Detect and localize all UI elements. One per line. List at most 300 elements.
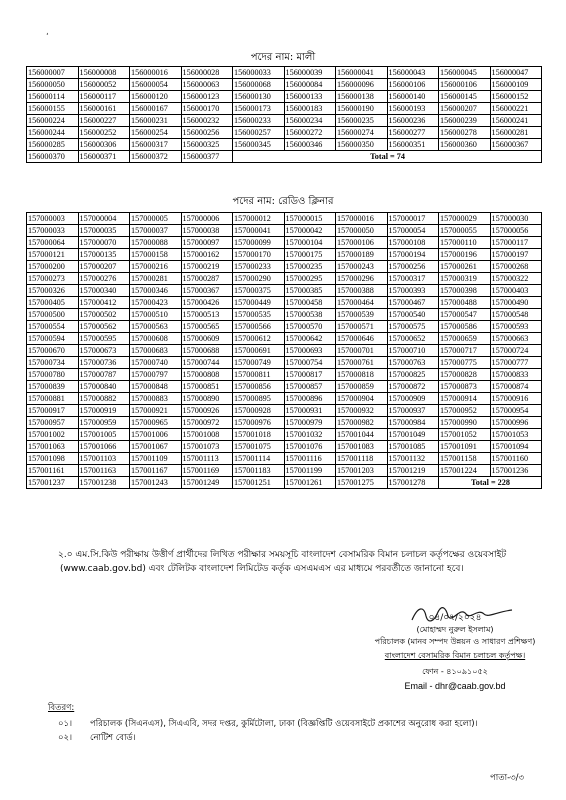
roll-number-cell: 156000133 <box>284 91 336 103</box>
roll-number-cell: 157001066 <box>78 441 130 453</box>
roll-number-cell: 157000740 <box>130 357 182 369</box>
roll-number-cell: 156000254 <box>130 127 182 139</box>
roll-number-cell: 157000385 <box>284 285 336 297</box>
roll-number-cell: 157001249 <box>181 477 233 489</box>
roll-number-cell: 156000047 <box>490 67 542 79</box>
roll-number-cell: 157000566 <box>233 321 285 333</box>
roll-number-cell: 157001032 <box>284 429 336 441</box>
roll-number-cell: 157000717 <box>439 345 491 357</box>
signatory-designation: পরিচালক (মানব সম্পদ উন্নয়ন ও সাধারণ প্রশিক্ষণ) <box>374 637 536 646</box>
table-row <box>27 249 542 261</box>
roll-number-cell: 157000659 <box>439 333 491 345</box>
roll-number-cell: 157000919 <box>78 405 130 417</box>
roll-number-cell: 157000979 <box>284 417 336 429</box>
roll-number-cell: 157000710 <box>387 345 439 357</box>
roll-number-cell: 156000152 <box>490 91 542 103</box>
roll-number-cell: 157001103 <box>78 453 130 465</box>
roll-number-cell: 157000268 <box>490 261 542 273</box>
roll-number-cell: 157000016 <box>336 213 388 225</box>
roll-number-cell: 157000873 <box>439 381 491 393</box>
roll-number-cell: 157001275 <box>336 477 388 489</box>
roll-number-cell: 157000724 <box>490 345 542 357</box>
roll-number-cell: 157000510 <box>130 309 182 321</box>
roll-number-cell: 157000393 <box>387 285 439 297</box>
roll-number-cell: 156000114 <box>27 91 79 103</box>
roll-number-cell: 157000670 <box>27 345 79 357</box>
roll-number-cell: 156000096 <box>336 79 388 91</box>
roll-number-cell: 156000028 <box>181 67 233 79</box>
roll-number-cell: 157000319 <box>439 273 491 285</box>
roll-number-cell: 157001243 <box>130 477 182 489</box>
roll-number-cell: 156000193 <box>387 103 439 115</box>
roll-number-cell: 156000256 <box>181 127 233 139</box>
roll-number-cell: 156000068 <box>233 79 285 91</box>
roll-number-cell: 157000982 <box>336 417 388 429</box>
roll-number-cell: 157000840 <box>78 381 130 393</box>
roll-number-cell: 157000562 <box>78 321 130 333</box>
roll-number-cell: 157000535 <box>233 309 285 321</box>
roll-number-cell: 156000367 <box>490 139 542 151</box>
roll-number-cell: 157001167 <box>130 465 182 477</box>
roll-number-cell: 156000372 <box>130 151 182 163</box>
roll-number-cell: 157000322 <box>490 273 542 285</box>
roll-number-cell: 157000691 <box>233 345 285 357</box>
roll-number-cell: 157000957 <box>27 417 79 429</box>
table-row <box>27 345 542 357</box>
roll-number-cell: 157001098 <box>27 453 79 465</box>
table-row <box>27 213 542 225</box>
roll-number-cell: 157000609 <box>181 333 233 345</box>
roll-number-cell: 157000688 <box>181 345 233 357</box>
roll-number-cell: 157000038 <box>181 225 233 237</box>
table-row <box>27 309 542 321</box>
roll-number-cell: 156000170 <box>181 103 233 115</box>
roll-number-cell: 157000734 <box>27 357 79 369</box>
roll-number-cell: 157000276 <box>78 273 130 285</box>
roll-number-cell: 157000828 <box>439 369 491 381</box>
roll-number-cell: 157000088 <box>130 237 182 249</box>
roll-number-cell: 157000367 <box>181 285 233 297</box>
table-row <box>27 357 542 369</box>
roll-number-cell: 157001114 <box>233 453 285 465</box>
roll-number-cell: 157001076 <box>284 441 336 453</box>
roll-number-cell: 156000109 <box>490 79 542 91</box>
table-row <box>27 465 542 477</box>
roll-number-cell: 157000895 <box>233 393 285 405</box>
roll-number-cell: 157001049 <box>387 429 439 441</box>
roll-number-cell: 156000350 <box>336 139 388 151</box>
roll-number-cell: 156000190 <box>336 103 388 115</box>
roll-number-cell: 156000231 <box>130 115 182 127</box>
roll-number-cell: 157000423 <box>130 297 182 309</box>
roll-number-cell: 156000244 <box>27 127 79 139</box>
roll-number-cell: 157000972 <box>181 417 233 429</box>
table-row <box>27 261 542 273</box>
roll-number-cell: 157000464 <box>336 297 388 309</box>
roll-number-cell: 157000996 <box>490 417 542 429</box>
roll-number-cell: 157000952 <box>439 405 491 417</box>
section1-title: পদের নাম: মালী <box>250 52 316 63</box>
roll-number-cell: 157000646 <box>336 333 388 345</box>
roll-number-cell: 157000921 <box>130 405 182 417</box>
roll-number-cell: 157000035 <box>78 225 130 237</box>
roll-number-cell: 157000825 <box>387 369 439 381</box>
roll-number-cell: 157000200 <box>27 261 79 273</box>
roll-number-cell: 157001063 <box>27 441 79 453</box>
roll-number-cell: 157000859 <box>336 381 388 393</box>
roll-number-cell: 157000175 <box>284 249 336 261</box>
roll-number-cell: 156000224 <box>27 115 79 127</box>
roll-number-cell: 156000043 <box>387 67 439 79</box>
note-line-2: (www.caab.gov.bd) এবং টেলিটক বাংলাদেশ লিমিটেড কর্তৃক এসএমএস এর মাধ্যমে পরবর্তীতে জানানো হবে। <box>60 564 464 574</box>
roll-number-cell: 157000256 <box>387 261 439 273</box>
roll-number-cell: 157000663 <box>490 333 542 345</box>
roll-number-cell: 157000340 <box>78 285 130 297</box>
table-row <box>27 225 542 237</box>
roll-number-cell: 156000236 <box>387 115 439 127</box>
roll-number-cell: 157000595 <box>78 333 130 345</box>
roll-number-cell: 157000467 <box>387 297 439 309</box>
roll-number-cell: 157000403 <box>490 285 542 297</box>
section2-title: পদের নাম: রেডিও ক্লিনার <box>232 196 334 207</box>
roll-number-cell: 157000673 <box>78 345 130 357</box>
roll-number-cell: 156000016 <box>130 67 182 79</box>
roll-number-cell: 157001278 <box>387 477 439 489</box>
roll-number-cell: 156000239 <box>439 115 491 127</box>
roll-number-cell: 157000070 <box>78 237 130 249</box>
roll-number-cell: 157001237 <box>27 477 79 489</box>
table-row <box>27 381 542 393</box>
roll-number-cell: 157001052 <box>439 429 491 441</box>
roll-number-cell: 156000241 <box>490 115 542 127</box>
roll-number-cell: 156000233 <box>233 115 285 127</box>
roll-number-cell: 157000050 <box>336 225 388 237</box>
roll-number-cell: 157001116 <box>284 453 336 465</box>
roll-number-cell: 156000045 <box>439 67 491 79</box>
table-row <box>27 285 542 297</box>
table-row <box>27 127 542 139</box>
roll-number-cell: 157000928 <box>233 405 285 417</box>
roll-number-cell: 157000412 <box>78 297 130 309</box>
distribution-item-text: নোটিশ বোর্ড। <box>90 733 136 743</box>
roll-number-cell: 157000965 <box>130 417 182 429</box>
roll-number-cell: 157001067 <box>130 441 182 453</box>
exam-note <box>58 548 538 576</box>
roll-number-cell: 157000693 <box>284 345 336 357</box>
signature-date: ০৪/০৭/২০২৪ <box>428 613 482 623</box>
roll-number-cell: 157000754 <box>284 357 336 369</box>
roll-number-cell: 157000033 <box>27 225 79 237</box>
roll-number-cell: 156000161 <box>78 103 130 115</box>
roll-number-cell: 157000990 <box>439 417 491 429</box>
table-row <box>27 333 542 345</box>
roll-number-cell: 156000033 <box>233 67 285 79</box>
roll-number-cell: 156000351 <box>387 139 439 151</box>
roll-number-cell: 157000984 <box>387 417 439 429</box>
table-row <box>27 91 542 103</box>
roll-number-cell: 157001006 <box>130 429 182 441</box>
roll-number-cell: 157000015 <box>284 213 336 225</box>
roll-number-cell: 156000120 <box>130 91 182 103</box>
page-number: পাতা-৩/৩ <box>490 773 525 783</box>
roll-number-cell: 157000744 <box>181 357 233 369</box>
roll-number-cell: 156000221 <box>490 103 542 115</box>
roll-number-cell: 157001053 <box>490 429 542 441</box>
distribution-heading: বিতরণ: <box>48 703 75 713</box>
roll-number-cell: 156000084 <box>284 79 336 91</box>
roll-number-cell: 157000565 <box>181 321 233 333</box>
roll-number-cell: 157000701 <box>336 345 388 357</box>
roll-number-cell: 157000833 <box>490 369 542 381</box>
roll-number-cell: 156000106 <box>439 79 491 91</box>
table-row <box>27 139 542 151</box>
roll-number-cell: 157001083 <box>336 441 388 453</box>
table-row <box>27 429 542 441</box>
table-row <box>27 115 542 127</box>
roll-number-cell: 157000170 <box>233 249 285 261</box>
roll-number-cell: 157000851 <box>181 381 233 393</box>
roll-number-cell: 157000104 <box>284 237 336 249</box>
roll-number-cell: 157000500 <box>27 309 79 321</box>
roll-number-cell: 156000050 <box>27 79 79 91</box>
roll-number-cell: 157001008 <box>181 429 233 441</box>
roll-number-cell: 157000563 <box>130 321 182 333</box>
roll-number-cell: 156000227 <box>78 115 130 127</box>
roll-number-cell: 157000954 <box>490 405 542 417</box>
roll-number-cell: 157000917 <box>27 405 79 417</box>
table-row <box>27 441 542 453</box>
roll-number-cell: 157000405 <box>27 297 79 309</box>
roll-number-cell: 157001203 <box>336 465 388 477</box>
roll-number-cell: 157000196 <box>439 249 491 261</box>
roll-number-cell: 156000277 <box>387 127 439 139</box>
roll-number-cell: 157000882 <box>78 393 130 405</box>
roll-number-cell: 157000106 <box>336 237 388 249</box>
roll-number-cell: 156000360 <box>439 139 491 151</box>
roll-number-cell: 157000916 <box>490 393 542 405</box>
roll-number-cell: 157000055 <box>439 225 491 237</box>
roll-number-cell: 157001161 <box>27 465 79 477</box>
roll-number-cell: 157000004 <box>78 213 130 225</box>
roll-number-cell: 157001236 <box>490 465 542 477</box>
roll-number-cell: 157001160 <box>490 453 542 465</box>
roll-number-cell: 157001113 <box>181 453 233 465</box>
roll-number-cell: 157000548 <box>490 309 542 321</box>
roll-number-cell: 156000370 <box>27 151 79 163</box>
roll-number-cell: 157000872 <box>387 381 439 393</box>
roll-number-cell: 157000012 <box>233 213 285 225</box>
roll-number-cell: 157000295 <box>284 273 336 285</box>
roll-number-cell: 156000117 <box>78 91 130 103</box>
roll-number-cell: 157000926 <box>181 405 233 417</box>
table-row <box>27 321 542 333</box>
table-row <box>27 273 542 285</box>
roll-number-cell: 157000054 <box>387 225 439 237</box>
roll-number-cell: 157000097 <box>181 237 233 249</box>
roll-number-cell: 157000642 <box>284 333 336 345</box>
table-row <box>27 297 542 309</box>
roll-number-cell: 156000140 <box>387 91 439 103</box>
roll-number-cell: 157000233 <box>233 261 285 273</box>
roll-number-cell: 157000005 <box>130 213 182 225</box>
table-row <box>27 237 542 249</box>
signatory-organization: বাংলাদেশ বেসামরিক বিমান চলাচল কর্তৃপক্ষ। <box>384 651 526 660</box>
roll-number-cell: 157000162 <box>181 249 233 261</box>
roll-number-cell: 157000896 <box>284 393 336 405</box>
roll-number-cell: 156000235 <box>336 115 388 127</box>
table-row <box>27 453 542 465</box>
roll-number-cell: 156000052 <box>78 79 130 91</box>
roll-number-cell: 157000540 <box>387 309 439 321</box>
roll-number-cell: 156000106 <box>387 79 439 91</box>
corner-mark: ¸ <box>46 26 49 35</box>
roll-number-cell: 156000007 <box>27 67 79 79</box>
roll-number-cell: 157001002 <box>27 429 79 441</box>
roll-number-cell: 157000194 <box>387 249 439 261</box>
roll-number-cell: 157000959 <box>78 417 130 429</box>
total-count-cell: Total = 74 <box>233 151 542 163</box>
roll-number-cell: 157001163 <box>78 465 130 477</box>
roll-number-cell: 156000054 <box>130 79 182 91</box>
roll-number-cell: 157000287 <box>181 273 233 285</box>
table-row <box>27 79 542 91</box>
roll-number-cell: 157000570 <box>284 321 336 333</box>
table-row <box>27 103 542 115</box>
roll-number-cell: 157000538 <box>284 309 336 321</box>
roll-number-cell: 157000135 <box>78 249 130 261</box>
roll-number-cell: 156000063 <box>181 79 233 91</box>
roll-number-cell: 156000346 <box>284 139 336 151</box>
roll-number-cell: 157000158 <box>130 249 182 261</box>
roll-number-cell: 157000547 <box>439 309 491 321</box>
roll-number-cell: 157001199 <box>284 465 336 477</box>
roll-number-cell: 157000749 <box>233 357 285 369</box>
roll-number-cell: 157000554 <box>27 321 79 333</box>
roll-number-cell: 156000008 <box>78 67 130 79</box>
roll-number-cell: 156000278 <box>439 127 491 139</box>
roll-number-cell: 157000612 <box>233 333 285 345</box>
roll-number-cell: 156000173 <box>233 103 285 115</box>
roll-number-cell: 156000123 <box>181 91 233 103</box>
roll-number-cell: 157000296 <box>336 273 388 285</box>
roll-number-cell: 156000377 <box>181 151 233 163</box>
roll-number-cell: 157001169 <box>181 465 233 477</box>
roll-number-cell: 157000575 <box>387 321 439 333</box>
roll-number-cell: 156000285 <box>27 139 79 151</box>
roll-number-cell: 157000117 <box>490 237 542 249</box>
roll-number-cell: 157000811 <box>233 369 285 381</box>
roll-number-cell: 157001118 <box>336 453 388 465</box>
roll-number-cell: 156000306 <box>78 139 130 151</box>
roll-number-cell: 157000777 <box>490 357 542 369</box>
roll-number-cell: 156000272 <box>284 127 336 139</box>
table-row <box>27 477 542 489</box>
roll-number-cell: 157000197 <box>490 249 542 261</box>
roll-number-cell: 157000780 <box>27 369 79 381</box>
roll-number-cell: 157000818 <box>336 369 388 381</box>
roll-number-cell: 157000763 <box>387 357 439 369</box>
roll-number-cell: 157000608 <box>130 333 182 345</box>
roll-number-cell: 157000041 <box>233 225 285 237</box>
roll-number-cell: 157000594 <box>27 333 79 345</box>
roll-number-cell: 157000273 <box>27 273 79 285</box>
roll-number-cell: 157001183 <box>233 465 285 477</box>
roll-number-cell: 157000593 <box>490 321 542 333</box>
roll-number-cell: 157000006 <box>181 213 233 225</box>
distribution-item-number: ০১। <box>58 719 73 729</box>
roll-number-cell: 157001085 <box>387 441 439 453</box>
distribution-item-number: ০২। <box>58 733 73 743</box>
roll-number-cell: 156000039 <box>284 67 336 79</box>
table-row <box>27 405 542 417</box>
distribution-item-text: পরিচালক (সিএনএস), সিএএবি, সদর দপ্তর, কুর্মিটোলা, ঢাকা (বিজ্ঞপ্তিটি ওয়েবসাইটে প্রকাশের অনুরোধ করা হলো)। <box>90 719 478 729</box>
roll-number-cell: 156000234 <box>284 115 336 127</box>
roll-number-cell: 157000290 <box>233 273 285 285</box>
note-line-1: ২.০ এম.সি.কিউ পরীক্ষায় উত্তীর্ণ প্রার্থীদের লিখিত পরীক্ষার সময়সূচি বাংলাদেশ বেসামরিক বিমান চলাচল কর্তৃপক্ষের ওয়েবসাইট <box>58 550 507 560</box>
roll-number-cell: 157000586 <box>439 321 491 333</box>
roll-number-cell: 156000371 <box>78 151 130 163</box>
roll-number-cell: 157001091 <box>439 441 491 453</box>
roll-number-cell: 157000042 <box>284 225 336 237</box>
roll-number-cell: 157000426 <box>181 297 233 309</box>
roll-number-cell: 157000003 <box>27 213 79 225</box>
roll-number-cell: 156000183 <box>284 103 336 115</box>
roll-number-cell: 157000346 <box>130 285 182 297</box>
table-row <box>27 417 542 429</box>
roll-number-cell: 157000937 <box>387 405 439 417</box>
roll-number-cell: 156000041 <box>336 67 388 79</box>
roll-number-cell: 157000817 <box>284 369 336 381</box>
roll-number-cell: 157000539 <box>336 309 388 321</box>
roll-number-cell: 157001261 <box>284 477 336 489</box>
roll-number-cell: 157000775 <box>439 357 491 369</box>
table-row <box>27 393 542 405</box>
roll-number-cell: 157000914 <box>439 393 491 405</box>
roll-number-cell: 157000874 <box>490 381 542 393</box>
roll-number-cell: 156000345 <box>233 139 285 151</box>
roll-number-cell: 157000207 <box>78 261 130 273</box>
roll-number-cell: 157001094 <box>490 441 542 453</box>
roll-number-cell: 156000145 <box>439 91 491 103</box>
roll-number-cell: 156000232 <box>181 115 233 127</box>
signatory-email: Email - dhr@caab.gov.bd <box>404 681 506 691</box>
roll-number-cell: 157001073 <box>181 441 233 453</box>
roll-number-cell: 157000652 <box>387 333 439 345</box>
roll-number-cell: 157000017 <box>387 213 439 225</box>
roll-number-cell: 157000458 <box>284 297 336 309</box>
roll-number-cell: 156000130 <box>233 91 285 103</box>
total-count-cell: Total = 228 <box>439 477 542 489</box>
roll-number-cell: 156000317 <box>130 139 182 151</box>
roll-number-cell: 157001109 <box>130 453 182 465</box>
roll-number-cell: 157000388 <box>336 285 388 297</box>
roll-number-cell: 157000030 <box>490 213 542 225</box>
roll-number-cell: 157000488 <box>439 297 491 309</box>
roll-number-cell: 157000326 <box>27 285 79 297</box>
roll-number-cell: 157001219 <box>387 465 439 477</box>
roll-number-cell: 157000857 <box>284 381 336 393</box>
roll-number-cell: 157000064 <box>27 237 79 249</box>
roll-number-cell: 157000513 <box>181 309 233 321</box>
roll-number-cell: 157001132 <box>387 453 439 465</box>
roll-number-cell: 157000108 <box>387 237 439 249</box>
roll-number-cell: 157000976 <box>233 417 285 429</box>
roll-number-cell: 157000056 <box>490 225 542 237</box>
roll-number-cell: 157000883 <box>130 393 182 405</box>
roll-number-cell: 157001075 <box>233 441 285 453</box>
signatory-phone: ফোন - ৪১০৯১০৫২ <box>422 667 488 676</box>
table-row <box>27 369 542 381</box>
